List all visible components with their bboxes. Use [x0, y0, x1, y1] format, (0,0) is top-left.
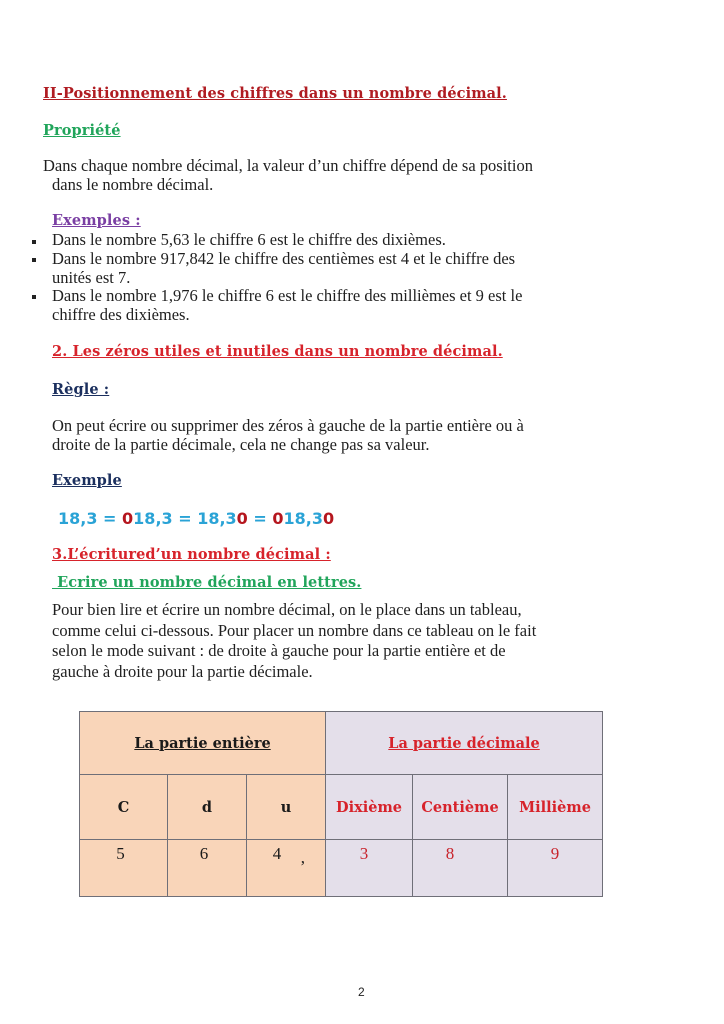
column-centieme: Centième [413, 775, 508, 840]
decimal-position-table [79, 711, 603, 897]
digit-value: 6 [199, 844, 209, 863]
column-dixieme: Dixième [326, 775, 413, 840]
paragraph-line: selon le mode suivant : de droite à gauche pour la partie entière et de [52, 641, 506, 660]
column-centaines: C [80, 775, 168, 840]
section-title: II-Positionnement des chiffres dans un nombre décimal. [43, 85, 507, 102]
digit-value: 5 [116, 844, 125, 863]
cell-unites [247, 840, 326, 897]
equation-part: 18,3 = [58, 509, 123, 528]
propriete-heading: Propriété [43, 122, 121, 139]
column-dizaines: d [168, 775, 247, 840]
propriete-text-line2: dans le nombre décimal. [52, 175, 214, 194]
ecriture-subtitle: Ecrire un nombre décimal en lettres. [52, 574, 362, 591]
bullet-icon [32, 240, 36, 244]
ecriture-title: 3.L’écritured’un nombre décimal : [52, 546, 331, 563]
exemple-heading: Exemple [52, 472, 122, 489]
page-number: 2 [358, 985, 365, 999]
equation-zero: 0 [272, 509, 284, 528]
bullet-icon [32, 258, 36, 262]
digit-value: 3 [359, 844, 369, 863]
equation-part: 18,3 = 18,3 [133, 509, 237, 528]
digit-value: 4 [272, 844, 282, 863]
regle-heading: Règle : [52, 381, 110, 398]
equation-zero: 0 [322, 509, 335, 528]
column-unites: u [247, 775, 326, 840]
cell-dizaines [168, 840, 247, 897]
digit-value: 9 [550, 844, 560, 863]
header-partie-decimale: La partie décimale [326, 712, 603, 775]
list-item: Dans le nombre 5,63 le chiffre 6 est le chiffre des dixièmes. [52, 230, 446, 249]
paragraph-line: Pour bien lire et écrire un nombre décimal, on le place dans un tableau, [52, 600, 522, 619]
list-item: Dans le nombre 917,842 le chiffre des centièmes est 4 et le chiffre des [52, 249, 516, 268]
list-item: Dans le nombre 1,976 le chiffre 6 est le chiffre des millièmes et 9 est le [52, 286, 523, 305]
equation-zero: 0 [236, 509, 248, 528]
ecriture-paragraph [52, 600, 536, 682]
cell-centieme [413, 840, 508, 897]
equation-part: = [247, 509, 273, 528]
bullet-icon [32, 295, 36, 299]
zeros-title: 2. Les zéros utiles et inutiles dans un nombre décimal. [52, 343, 503, 360]
equation-zero: 0 [122, 509, 134, 528]
column-millieme: Millième [508, 775, 603, 840]
regle-text-line2: droite de la partie décimale, cela ne change pas sa valeur. [52, 435, 430, 454]
list-item-continuation: unités est 7. [52, 268, 131, 287]
header-partie-entiere: La partie entière [80, 712, 326, 775]
regle-text-line1: On peut écrire ou supprimer des zéros à gauche de la partie entière ou à [52, 416, 524, 435]
paragraph-line: gauche à droite pour la partie décimale. [52, 661, 313, 681]
equation-part: 18,3 [283, 509, 323, 528]
list-item-continuation: chiffre des dixièmes. [52, 305, 190, 324]
cell-centaines [80, 840, 168, 897]
zeros-equation [58, 509, 334, 528]
paragraph-line: comme celui ci-dessous. Pour placer un nombre dans ce tableau on le fait [52, 620, 537, 640]
cell-dixieme [326, 840, 413, 897]
decimal-comma: , [300, 848, 306, 867]
exemples-heading: Exemples : [52, 212, 141, 229]
cell-millieme [508, 840, 603, 897]
digit-value: 8 [445, 844, 455, 863]
propriete-text-line1: Dans chaque nombre décimal, la valeur d’un chiffre dépend de sa position [43, 156, 533, 175]
